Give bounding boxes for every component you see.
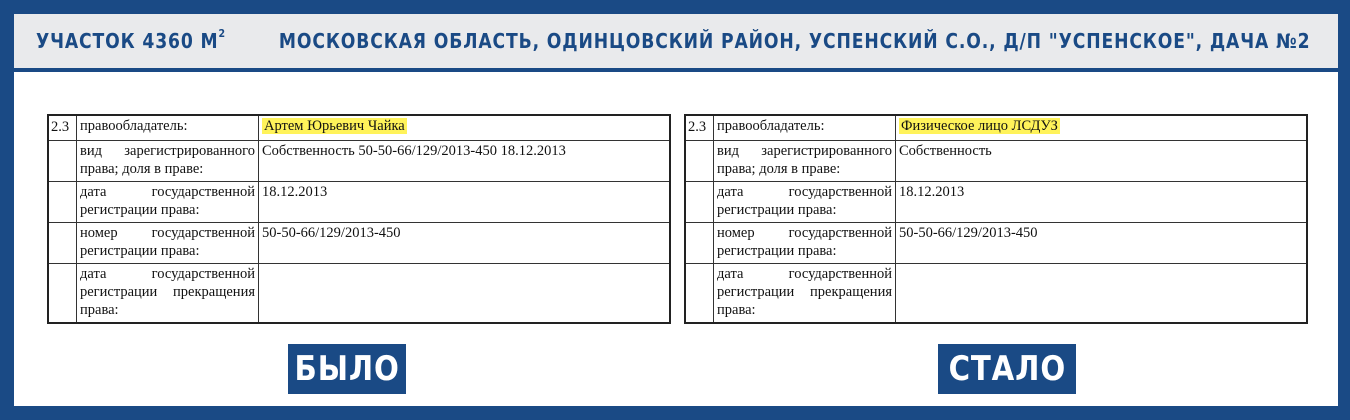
table-row bbox=[685, 115, 1307, 141]
row-label: правообладатель: bbox=[77, 115, 259, 141]
row-number bbox=[48, 223, 77, 264]
row-number bbox=[48, 141, 77, 182]
plot-address: МОСКОВСКАЯ ОБЛАСТЬ, ОДИНЦОВСКИЙ РАЙОН, УСПЕНСКИЙ С.О., Д/П "УСПЕНСКОЕ", ДАЧА №2 bbox=[278, 29, 1310, 53]
row-value bbox=[259, 115, 671, 141]
row-number bbox=[48, 264, 77, 324]
highlighted-owner: Физическое лицо ЛСДУЗ bbox=[901, 118, 1058, 134]
row-value: 18.12.2013 bbox=[259, 182, 671, 223]
record-table-after bbox=[684, 114, 1308, 324]
row-label: вид зарегистрированного права; доля в праве: bbox=[77, 141, 259, 182]
row-number bbox=[685, 223, 714, 264]
table-row bbox=[48, 141, 670, 182]
table-row bbox=[685, 141, 1307, 182]
row-value bbox=[896, 264, 1308, 324]
table-row bbox=[48, 115, 670, 141]
header-bar bbox=[14, 14, 1338, 68]
plot-area-unit-power: 2 bbox=[218, 27, 226, 40]
row-number bbox=[48, 182, 77, 223]
row-label: правообладатель: bbox=[714, 115, 896, 141]
row-number bbox=[685, 182, 714, 223]
row-number: 2.3 bbox=[685, 115, 714, 141]
row-number bbox=[685, 141, 714, 182]
row-number: 2.3 bbox=[48, 115, 77, 141]
caption-after-text: СТАЛО bbox=[948, 349, 1066, 389]
row-value bbox=[259, 264, 671, 324]
comparison-panel bbox=[14, 72, 1338, 406]
table-row bbox=[685, 264, 1307, 324]
row-label: дата государственной регистрации права: bbox=[714, 182, 896, 223]
record-table-before bbox=[47, 114, 671, 324]
row-value: 50-50-66/129/2013-450 bbox=[259, 223, 671, 264]
highlighted-owner: Артем Юрьевич Чайка bbox=[264, 118, 405, 134]
row-label: дата государственной регистрации права: bbox=[77, 182, 259, 223]
table-row bbox=[48, 264, 670, 324]
caption-before bbox=[288, 344, 406, 394]
caption-after bbox=[938, 344, 1076, 394]
table-row bbox=[48, 182, 670, 223]
row-label: номер государственной регистрации права: bbox=[714, 223, 896, 264]
row-label: номер государственной регистрации права: bbox=[77, 223, 259, 264]
plot-area-title bbox=[36, 29, 226, 53]
table-row bbox=[48, 223, 670, 264]
row-number bbox=[685, 264, 714, 324]
row-value: 50-50-66/129/2013-450 bbox=[896, 223, 1308, 264]
row-label: дата государственной регистрации прекращения права: bbox=[77, 264, 259, 324]
plot-area-text: УЧАСТОК 4360 М bbox=[36, 29, 219, 53]
caption-before-text: БЫЛО bbox=[294, 349, 400, 389]
row-label: вид зарегистрированного права; доля в праве: bbox=[714, 141, 896, 182]
row-value: Собственность 50-50-66/129/2013-450 18.12.2013 bbox=[259, 141, 671, 182]
table-row bbox=[685, 223, 1307, 264]
row-value: 18.12.2013 bbox=[896, 182, 1308, 223]
row-label: дата государственной регистрации прекращения права: bbox=[714, 264, 896, 324]
row-value: Собственность bbox=[896, 141, 1308, 182]
table-row bbox=[685, 182, 1307, 223]
row-value bbox=[896, 115, 1308, 141]
